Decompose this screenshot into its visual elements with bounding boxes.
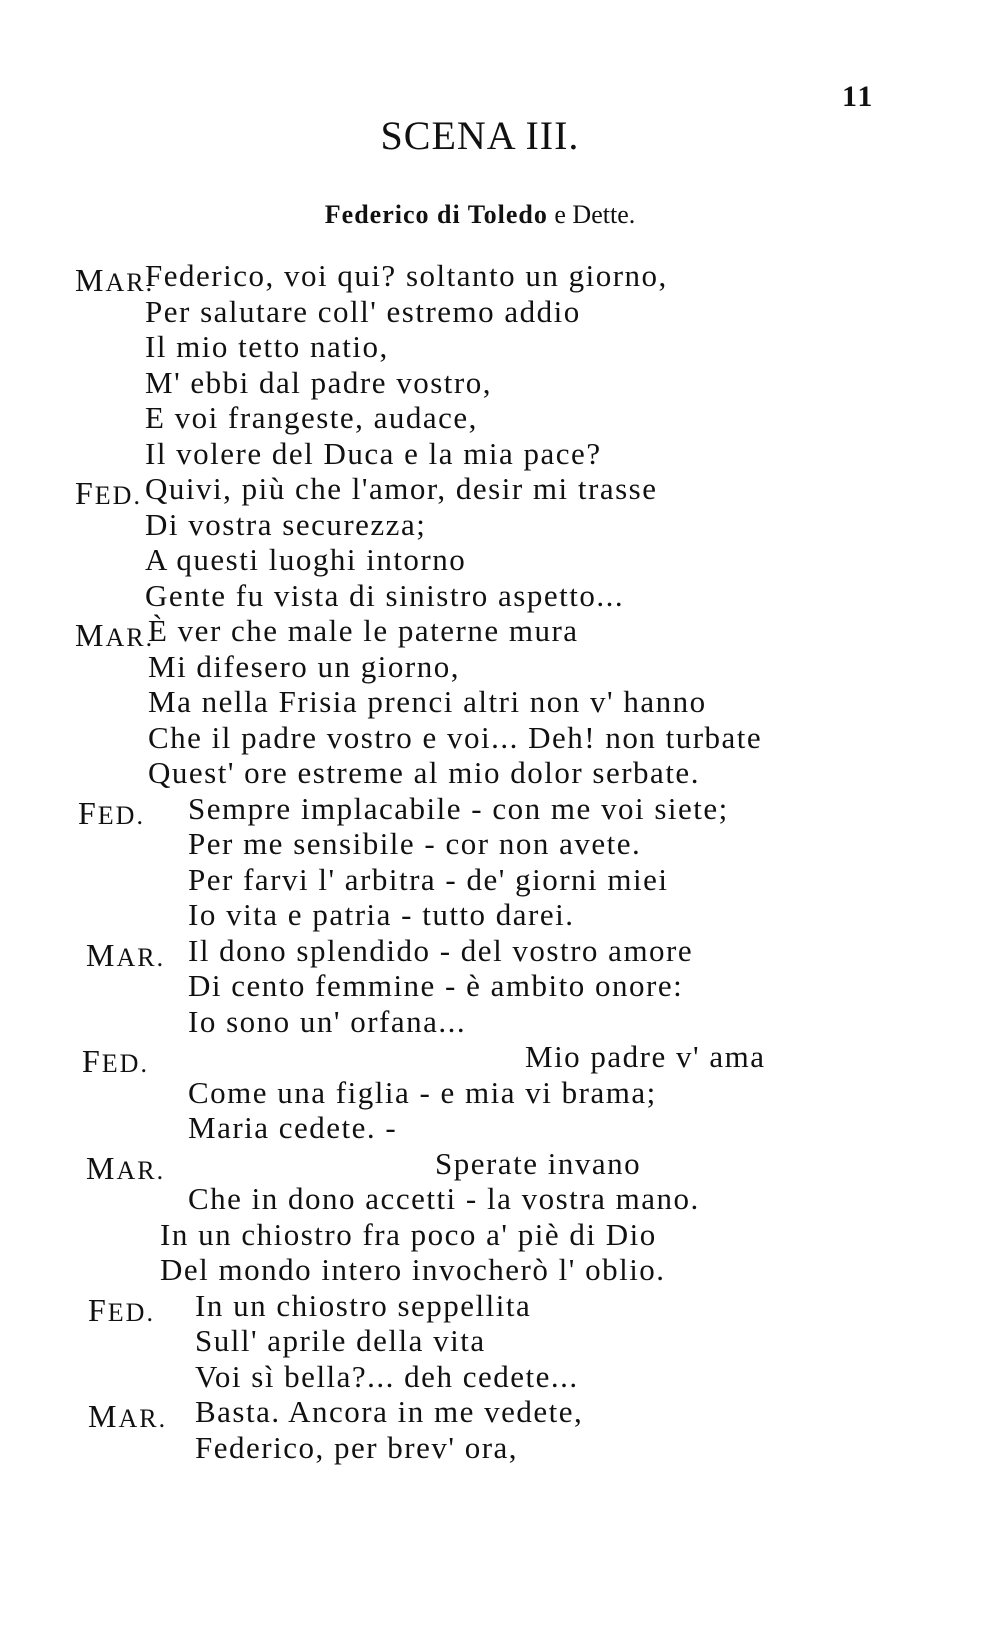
verse-line: M' ebbi dal padre vostro, [145, 364, 492, 400]
verse-line: Il mio tetto natio, [145, 329, 389, 364]
verse-line: E voi frangeste, audace, [145, 400, 478, 435]
speaker-label: MAR. [75, 617, 155, 653]
verse-line: Sull' aprile della vita [195, 1323, 486, 1358]
verse-line: Mi difesero un giorno, [148, 648, 460, 684]
verse-line: Per salutare coll' estremo addio [145, 293, 581, 329]
verse-line: Federico, voi qui? soltanto un giorno, [145, 258, 668, 293]
verse-line: Il volere del Duca e la mia pace? [145, 435, 602, 471]
speaker-label: FED. [78, 794, 145, 831]
verse-line: Come una figlia - e mia vi brama; [188, 1074, 657, 1110]
verse-line: In un chiostro seppellita [195, 1287, 532, 1323]
speaker-label: MAR. [88, 1398, 168, 1434]
verse-line: A questi luoghi intorno [145, 542, 467, 577]
scene-characters [0, 200, 960, 230]
speaker-label: FED. [88, 1291, 155, 1328]
verse-line: Io vita e patria - tutto darei. [188, 897, 575, 932]
verse-line: Sperate invano [435, 1145, 642, 1181]
verse-line: Quest' ore estreme al mio dolor serbate. [148, 755, 700, 790]
verse-line: Federico, per brev' ora, [195, 1429, 519, 1465]
speaker-label: FED. [75, 475, 142, 511]
verse-line: Gente fu vista di sinistro aspetto... [145, 577, 625, 613]
verse-line: Di cento femmine - è ambito onore: [188, 968, 684, 1003]
verse-line: Di vostra securezza; [145, 506, 427, 542]
speaker-label: MAR. [75, 262, 155, 298]
character-names: Federico di Toledo [324, 200, 548, 229]
verse-line: Basta. Ancora in me vedete, [195, 1394, 584, 1429]
character-suffix: e Dette. [554, 200, 636, 229]
verse-line: In un chiostro fra poco a' piè di Dio [160, 1216, 657, 1252]
verse-line: Mio padre v' ama [525, 1039, 766, 1074]
verse-line: Voi sì bella?... deh cedete... [195, 1358, 579, 1394]
page-number: 11 [842, 80, 875, 113]
verse-line: Sempre implacabile - con me voi siete; [188, 790, 729, 826]
verse-line: Maria cedete. - [188, 1110, 398, 1145]
verse-line: Ma nella Frisia prenci altri non v' hanno [148, 684, 707, 719]
verse-line: Per me sensibile - cor non avete. [188, 826, 642, 861]
speaker-label: FED. [82, 1043, 149, 1079]
speaker-label: MAR. [86, 1149, 166, 1186]
verse-line: Io sono un' orfana... [188, 1003, 467, 1039]
verse-line: Che il padre vostro e voi... Deh! non turbate [148, 719, 763, 755]
speaker-label: MAR. [86, 936, 166, 973]
verse-line: Per farvi l' arbitra - de' giorni miei [188, 861, 669, 897]
verse-line: Quivi, più che l'amor, desir mi trasse [145, 471, 658, 506]
verse-line: È ver che male le paterne mura [148, 613, 579, 648]
scene-title: SCENA III. [380, 113, 580, 158]
verse-line: Il dono splendido - del vostro amore [188, 932, 694, 968]
verse-line: Che in dono accetti - la vostra mano. [188, 1181, 700, 1216]
verse-line: Del mondo intero invocherò l' oblio. [160, 1252, 666, 1287]
